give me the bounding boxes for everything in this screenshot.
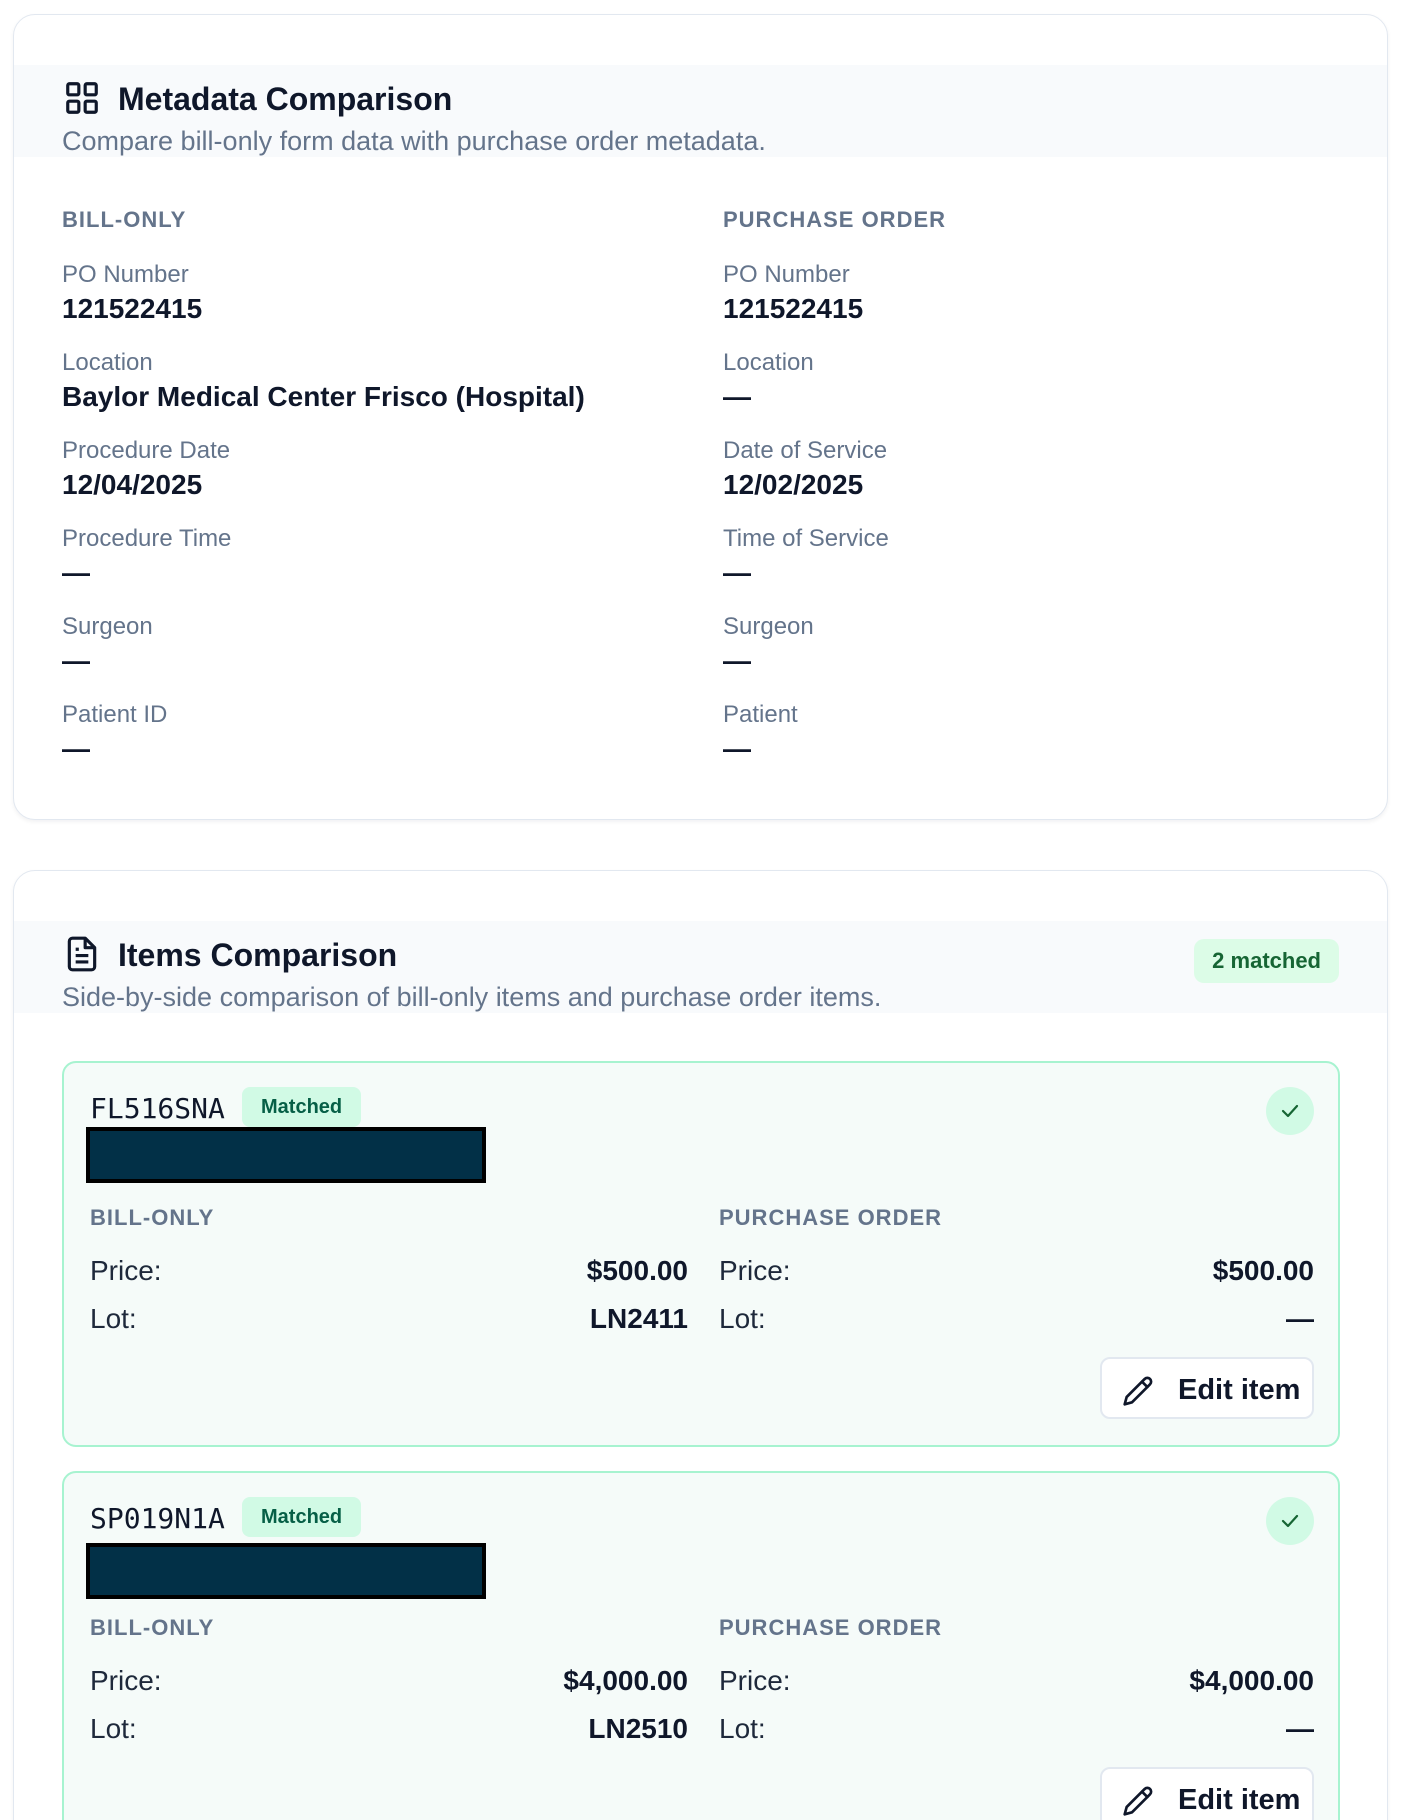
check-icon bbox=[1266, 1087, 1314, 1135]
document-icon bbox=[63, 935, 101, 973]
po-patient-value: — bbox=[723, 733, 751, 764]
items-subtitle: Side-by-side comparison of bill-only items and purchase order items. bbox=[62, 982, 882, 1012]
redacted-description bbox=[86, 1127, 486, 1183]
po-po-number-value: 121522415 bbox=[723, 293, 864, 324]
bill-location-label: Location bbox=[62, 349, 153, 376]
edit-item-label: Edit item bbox=[1178, 1374, 1301, 1406]
items-comparison-card bbox=[13, 870, 1388, 1820]
po-price-value: $500.00 bbox=[1212, 1255, 1314, 1286]
bill-surgeon-value: — bbox=[62, 645, 90, 676]
po-lot-value: — bbox=[1286, 1713, 1314, 1744]
item-card bbox=[62, 1471, 1340, 1820]
bill-procedure-time-label: Procedure Time bbox=[62, 525, 232, 552]
item-sku: SP019N1A bbox=[90, 1502, 225, 1535]
edit-item-button[interactable] bbox=[1100, 1767, 1314, 1820]
pencil-icon bbox=[1122, 1785, 1154, 1817]
metadata-title: Metadata Comparison bbox=[118, 81, 453, 117]
bill-only-column-title: BILL-ONLY bbox=[62, 207, 187, 232]
redacted-description bbox=[86, 1543, 486, 1599]
items-title: Items Comparison bbox=[118, 937, 398, 973]
po-patient-label: Patient bbox=[723, 701, 798, 728]
item-bill-only-title: BILL-ONLY bbox=[90, 1615, 215, 1640]
po-lot-label: Lot: bbox=[719, 1303, 766, 1334]
item-purchase-order-title: PURCHASE ORDER bbox=[719, 1615, 943, 1640]
bill-lot-value: LN2510 bbox=[588, 1713, 688, 1744]
bill-procedure-time-value: — bbox=[62, 557, 90, 588]
bill-lot-label: Lot: bbox=[90, 1713, 137, 1744]
bill-price-label: Price: bbox=[90, 1665, 162, 1696]
pencil-icon bbox=[1122, 1375, 1154, 1407]
po-location-label: Location bbox=[723, 349, 814, 376]
item-sku: FL516SNA bbox=[90, 1092, 225, 1125]
po-price-value: $4,000.00 bbox=[1189, 1665, 1314, 1696]
bill-price-label: Price: bbox=[90, 1255, 162, 1286]
bill-lot-label: Lot: bbox=[90, 1303, 137, 1334]
purchase-order-column-title: PURCHASE ORDER bbox=[723, 207, 947, 232]
po-date-of-service-label: Date of Service bbox=[723, 437, 888, 464]
grid-icon bbox=[63, 79, 101, 117]
po-lot-label: Lot: bbox=[719, 1713, 766, 1744]
bill-po-number-label: PO Number bbox=[62, 261, 189, 288]
edit-item-label: Edit item bbox=[1178, 1784, 1301, 1816]
check-icon bbox=[1266, 1497, 1314, 1545]
po-time-of-service-value: — bbox=[723, 557, 751, 588]
bill-patient-id-label: Patient ID bbox=[62, 701, 168, 728]
bill-procedure-date-value: 12/04/2025 bbox=[62, 469, 203, 500]
edit-item-button[interactable] bbox=[1100, 1357, 1314, 1419]
item-card bbox=[62, 1061, 1340, 1447]
po-date-of-service-value: 12/02/2025 bbox=[723, 469, 864, 500]
matched-count-badge: 2 matched bbox=[1194, 939, 1339, 983]
po-lot-value: — bbox=[1286, 1303, 1314, 1334]
po-price-label: Price: bbox=[719, 1255, 791, 1286]
bill-patient-id-value: — bbox=[62, 733, 90, 764]
po-price-label: Price: bbox=[719, 1665, 791, 1696]
bill-procedure-date-label: Procedure Date bbox=[62, 437, 231, 464]
po-location-value: — bbox=[723, 381, 751, 412]
bill-location-value: Baylor Medical Center Frisco (Hospital) bbox=[62, 381, 585, 412]
item-bill-only-title: BILL-ONLY bbox=[90, 1205, 215, 1230]
po-surgeon-value: — bbox=[723, 645, 751, 676]
po-po-number-label: PO Number bbox=[723, 261, 850, 288]
items-card-header bbox=[14, 921, 1387, 1013]
po-time-of-service-label: Time of Service bbox=[723, 525, 889, 552]
po-surgeon-label: Surgeon bbox=[723, 613, 814, 640]
metadata-card-header bbox=[14, 65, 1387, 157]
bill-price-value: $500.00 bbox=[586, 1255, 688, 1286]
matched-status-badge: Matched bbox=[242, 1087, 361, 1127]
metadata-subtitle: Compare bill-only form data with purchase order metadata. bbox=[62, 126, 766, 156]
matched-status-badge: Matched bbox=[242, 1497, 361, 1537]
bill-lot-value: LN2411 bbox=[589, 1303, 688, 1334]
bill-price-value: $4,000.00 bbox=[563, 1665, 688, 1696]
bill-po-number-value: 121522415 bbox=[62, 293, 203, 324]
item-purchase-order-title: PURCHASE ORDER bbox=[719, 1205, 943, 1230]
bill-surgeon-label: Surgeon bbox=[62, 613, 153, 640]
metadata-comparison-card bbox=[13, 14, 1388, 820]
